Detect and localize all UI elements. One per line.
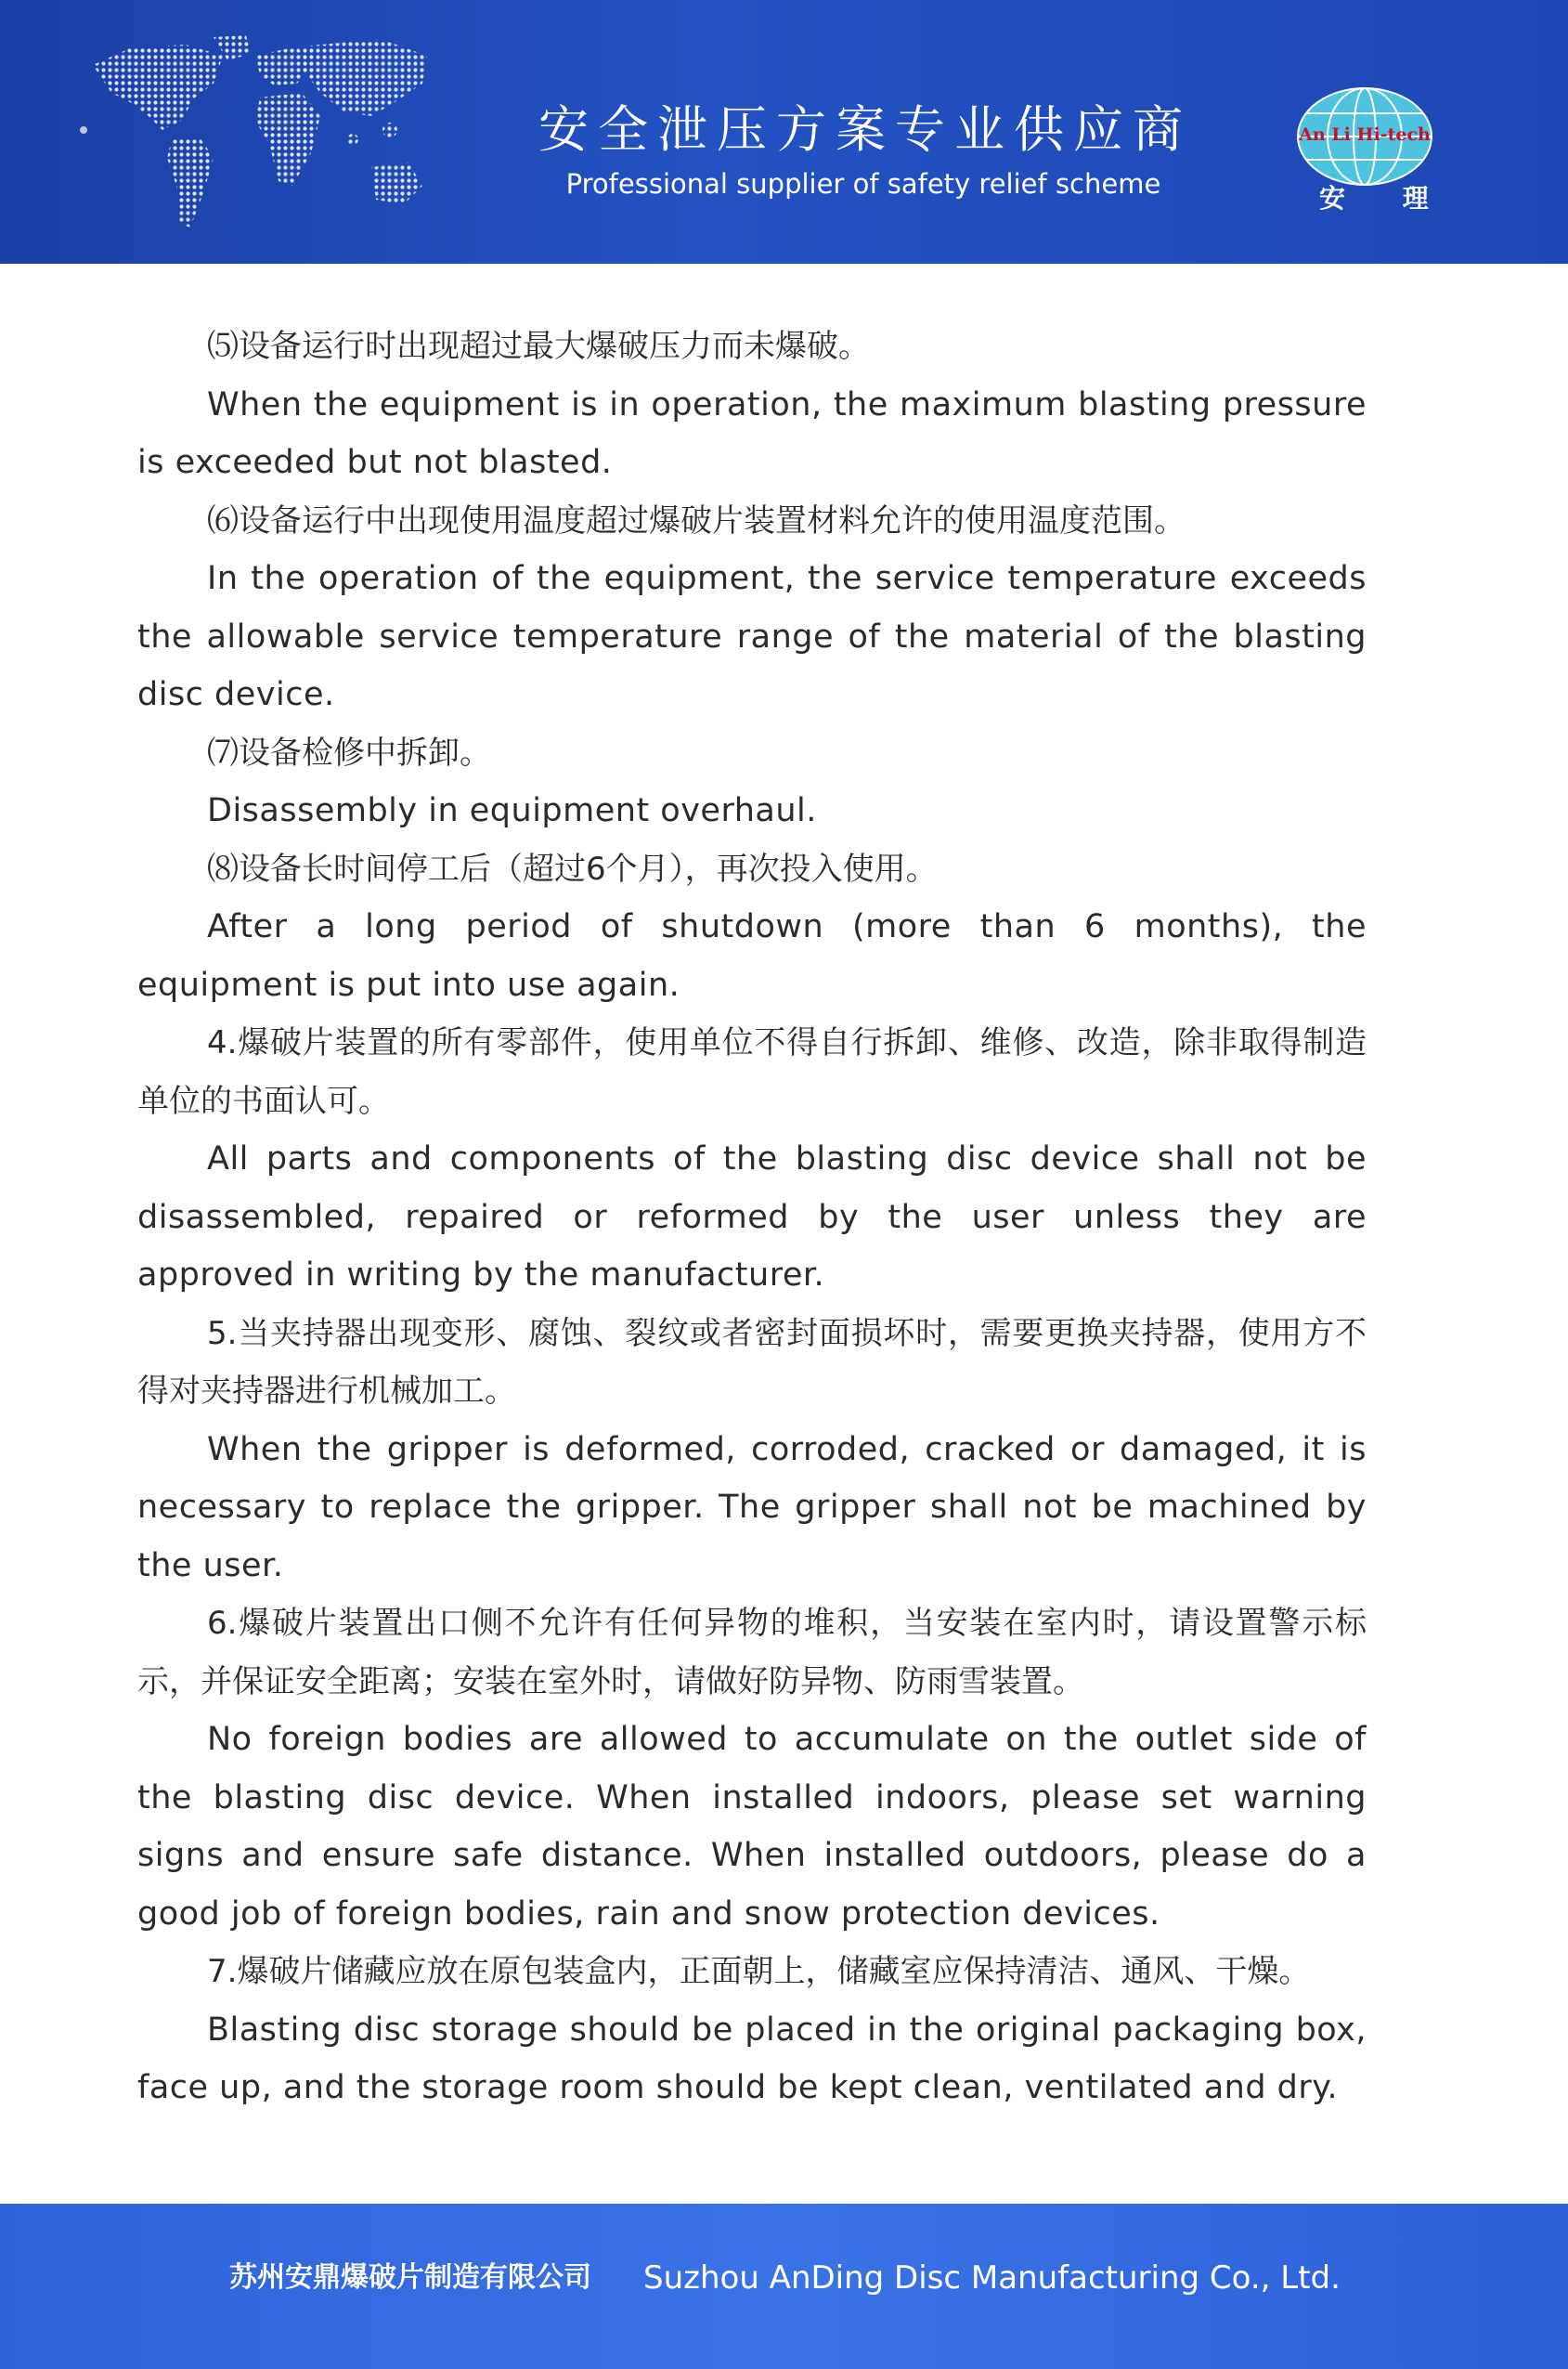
paragraph-en: All parts and components of the blasting disc device shall not be disassembled, repaired or reformed by the user unless they are approved in writing by the manufacturer. xyxy=(137,1140,1367,1294)
paragraph-en: When the gripper is deformed, corroded, cracked or damaged, it is necessary to replace the gripper. The gripper shall not be machined by the user. xyxy=(137,1430,1367,1584)
paragraph-cn: ⑻设备长时间停工后（超过6个月），再次投入使用。 xyxy=(207,850,938,888)
paragraph-cn: 7.爆破片储藏应放在原包装盒内，正面朝上，储藏室应保持清洁、通风、干燥。 xyxy=(207,1953,1311,1990)
paragraph-en: When the equipment is in operation, the maximum blasting pressure is exceeded but not blasted. xyxy=(137,385,1367,481)
page-footer xyxy=(0,2204,1568,2369)
paragraph-cn: ⑹设备运行中出现使用温度超过爆破片装置材料允许的使用温度范围。 xyxy=(207,501,1186,540)
logo-text-cn: 安 理 xyxy=(1319,183,1453,214)
paragraph-cn: 4.爆破片装置的所有零部件，使用单位不得自行拆卸、维修、改造，除非取得制造单位的书面认可。 xyxy=(137,1024,1367,1120)
paragraph-en: Disassembly in equipment overhaul. xyxy=(207,792,817,829)
document-body xyxy=(137,318,1367,2117)
paragraph-cn: 5.当夹持器出现变形、腐蚀、裂纹或者密封面损坏时，需要更换夹持器，使用方不得对夹持器进行机械加工。 xyxy=(137,1314,1367,1410)
page-header xyxy=(0,0,1568,264)
paragraph-cn: 6.爆破片装置出口侧不允许有任何异物的堆积，当安装在室内时，请设置警示标示，并保证安全距离；安装在室外时，请做好防异物、防雨雪装置。 xyxy=(137,1605,1367,1700)
header-title-en: Professional supplier of safety relief scheme xyxy=(565,168,1161,200)
paragraph-cn: ⑸设备运行时出现超过最大爆破压力而未爆破。 xyxy=(207,328,870,365)
paragraph-en: No foreign bodies are allowed to accumulate on the outlet side of the blasting disc device. When installed indoors, please set warning signs and ensure safe distance. When installed outdoors, please do a good job of foreign bodies, rain and snow protection devices. xyxy=(137,1721,1367,1933)
paragraph-cn: ⑺设备检修中拆卸。 xyxy=(207,734,491,772)
logo-text: An Li Hi-tech xyxy=(1299,124,1431,145)
paragraph-en: In the operation of the equipment, the service temperature exceeds the allowable service temperature range of the material of the blasting disc device. xyxy=(137,560,1367,713)
footer-company-en: Suzhou AnDing Disc Manufacturing Co., Ltd. xyxy=(643,2259,1341,2297)
header-titles xyxy=(538,100,1192,201)
paragraph-en: After a long period of shutdown (more than 6 months), the equipment is put into use again. xyxy=(137,908,1367,1004)
footer-company-cn: 苏州安鼎爆破片制造有限公司 xyxy=(229,2261,591,2294)
company-logo xyxy=(1295,85,1453,215)
header-title-cn: 安全泄压方案专业供应商 xyxy=(538,100,1192,159)
world-map-icon xyxy=(74,28,446,251)
paragraph-en: Blasting disc storage should be placed in the original packaging box, face up, and the storage room should be kept clean, ventilated and dry. xyxy=(137,2011,1367,2106)
